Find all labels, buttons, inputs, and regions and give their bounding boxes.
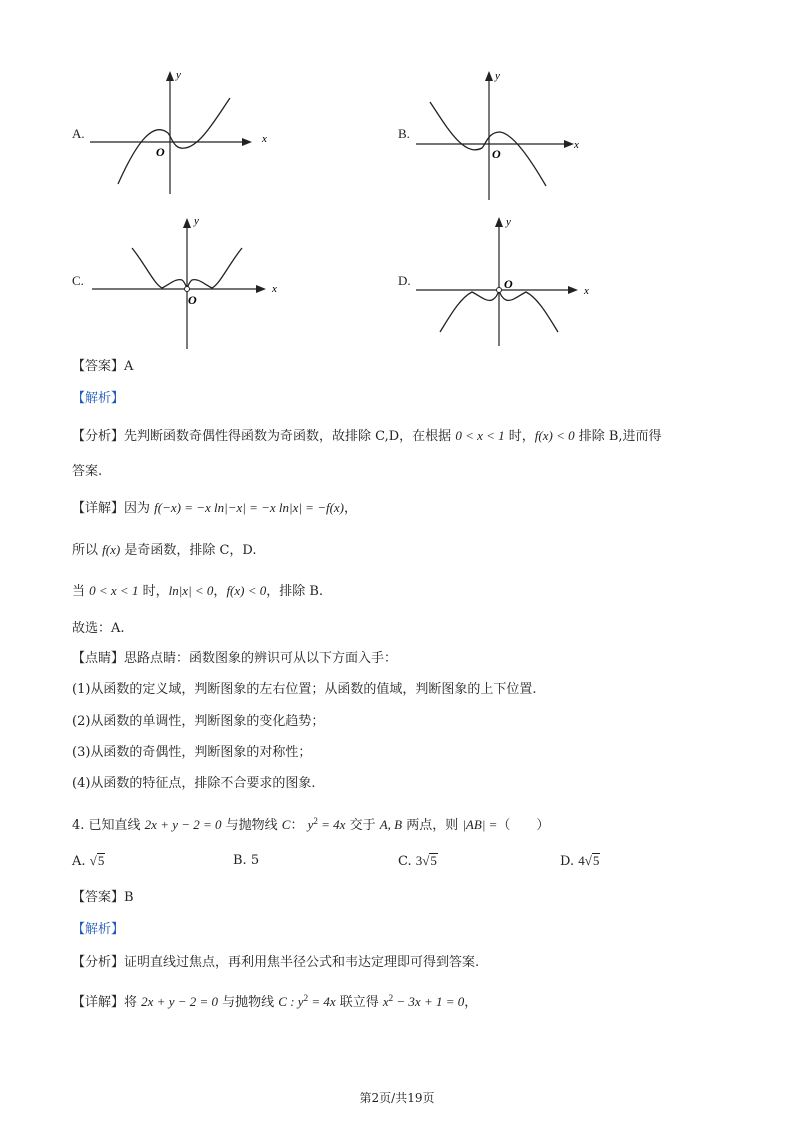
y-axis-letter: y (506, 216, 511, 228)
x-axis-letter: x (584, 285, 589, 297)
q4-xiangjie-c: C : y (278, 994, 304, 1009)
q4-xiangjie-1: 将 (124, 995, 142, 1010)
q4-stem-parabola-exp: 2 (313, 816, 318, 826)
q4-choice-d-label: D. (560, 854, 575, 869)
q4-stem-abs: |AB| = (462, 817, 498, 832)
q3-fenxi-text-3: 排除 B,进而得 (574, 429, 662, 444)
graph-d (414, 212, 599, 352)
q4-answer: 【答案】B (72, 890, 134, 905)
graph-c-svg (90, 212, 290, 352)
curve-c-right (187, 248, 242, 289)
q3-tip-4: (4)从函数的特征点，排除不合要求的图象. (72, 776, 316, 791)
graph-a-svg (90, 66, 275, 198)
q4-choice-d[interactable] (560, 852, 600, 871)
q3-odd-text-2: 是奇函数，排除 C，D. (120, 543, 257, 558)
graph-b (414, 66, 584, 204)
q4-stem-3: ： (290, 818, 308, 833)
q3-odd-line (72, 541, 257, 560)
q3-xiangjie-math: f(−x) = −x ln|−x| = −x ln|x| = −f(x) (154, 500, 345, 515)
q3-tip-2: (2)从函数的单调性，判断图象的变化趋势； (72, 714, 325, 729)
x-axis-arrow (242, 138, 252, 146)
q4-choice-c[interactable] (398, 852, 438, 871)
origin-letter: O (156, 145, 165, 159)
q4-xiangjie-eq-exp: 2 (388, 993, 394, 1003)
q4-stem-6: （ ） (497, 818, 550, 833)
option-a-label: A. (72, 126, 85, 141)
page-footer: 第2页/共19页 (359, 1091, 435, 1105)
y-axis-arrow (183, 218, 191, 228)
q3-fenxi-line2: 答案. (72, 464, 103, 479)
curve-d-right (499, 290, 558, 332)
y-axis-arrow (485, 71, 493, 81)
q4-choice-d-radicand: 5 (592, 853, 600, 868)
q4-stem-2: 与抛物线 (221, 818, 282, 833)
q4-choice-a-radicand: 5 (97, 853, 105, 868)
q4-choice-a-sqrt: √5 (89, 853, 105, 868)
q3-fenxi-tag: 【分析】 (72, 429, 125, 444)
graph-d-svg (414, 212, 599, 352)
curve-a (118, 98, 230, 184)
q3-xiangjie (72, 499, 357, 518)
q3-odd-text-1: 所以 (72, 543, 103, 558)
x-axis-letter: x (262, 133, 267, 145)
curve-c-left (132, 248, 187, 289)
q3-odd-fx: f(x) (102, 542, 121, 557)
q3-when-text-2: 时， (138, 584, 169, 599)
y-axis-letter: y (176, 69, 181, 81)
option-b-label: B. (398, 126, 410, 141)
q3-when-line (72, 582, 323, 601)
q4-xiangjie-3: 联立得 (335, 995, 383, 1010)
q3-fenxi-text-2: 时， (504, 429, 535, 444)
curve-d-left (440, 290, 499, 332)
q4-xiangjie-line: 2x + y − 2 = 0 (141, 994, 219, 1009)
q4-xiangjie-exp: 2 (303, 993, 309, 1003)
q3-when-text-1: 当 (72, 584, 90, 599)
q4-stem-ab: A, B (379, 817, 403, 832)
q3-when-text-4: ，排除 B. (266, 584, 324, 599)
q4-xiangjie-tag: 【详解】 (72, 995, 125, 1010)
y-axis-letter: y (495, 70, 500, 82)
x-axis-arrow (256, 285, 266, 293)
graph-c (90, 212, 290, 352)
x-axis-arrow (568, 286, 578, 294)
q4-stem-parabola-y: y (307, 817, 314, 832)
q4-stem-1: 4. 已知直线 (72, 818, 145, 833)
q4-stem-parabola-rhs: = 4x (317, 817, 346, 832)
q4-stem (72, 812, 549, 835)
q4-choice-c-label: C. (398, 854, 412, 869)
q3-when-text-3: ， (213, 584, 227, 599)
q3-answer-text: 【答案】A (72, 359, 134, 374)
q4-xiangjie (72, 989, 477, 1012)
q3-tip-1: (1)从函数的定义域，判断图象的左右位置；从函数的值域，判断图象的上下位置. (72, 682, 537, 697)
q3-when-ln: ln|x| < 0 (168, 583, 214, 598)
y-axis-arrow (166, 71, 174, 81)
q4-fenxi: 【分析】证明直线过焦点，再利用焦半径公式和韦达定理即可得到答案. (72, 955, 480, 970)
q3-fenxi-cond: 0 < x < 1 (455, 428, 505, 443)
q4-choice-d-sqrt: √5 (584, 853, 600, 868)
q3-dianjing: 【点睛】思路点睛：函数图象的辨识可从以下方面入手： (72, 651, 398, 666)
graph-a (90, 66, 275, 198)
y-axis-letter: y (194, 215, 199, 227)
q3-xiangjie-tag: 【详解】 (72, 501, 125, 516)
q3-fenxi-text-1: 先判断函数奇偶性得函数为奇函数，故排除 C,D，在根据 (124, 429, 456, 444)
q4-choice-a-label: A. (72, 854, 86, 869)
graph-b-svg (414, 66, 584, 204)
origin-letter: O (188, 293, 197, 307)
q4-xiangjie-rhs: = 4x (308, 994, 336, 1009)
q3-xiangjie-text-2: ， (344, 501, 358, 516)
q3-when-fx: f(x) < 0 (226, 583, 267, 598)
q3-when-cond: 0 < x < 1 (89, 583, 139, 598)
origin-hollow-point (185, 287, 190, 292)
q4-stem-4: 交于 (345, 818, 380, 833)
q4-xiangjie-4: ， (464, 995, 478, 1010)
q4-xiangjie-eq-rest: − 3x + 1 = 0 (393, 994, 465, 1009)
origin-letter: O (504, 277, 513, 291)
q4-choice-c-radicand: 5 (430, 853, 437, 868)
option-c-label: C. (72, 273, 84, 288)
q4-stem-line: 2x + y − 2 = 0 (144, 817, 222, 832)
q3-tip-3: (3)从函数的奇偶性，判断图象的对称性； (72, 745, 312, 760)
q3-answer (72, 358, 133, 376)
q4-choice-c-sqrt: √5 (422, 853, 437, 868)
x-axis-letter: x (574, 139, 579, 151)
q4-choice-c-coef: 3 (415, 853, 423, 868)
origin-hollow-point (497, 288, 502, 293)
y-axis-arrow (495, 217, 503, 227)
q4-choice-a[interactable] (72, 852, 105, 871)
q3-jiexi: 【解析】 (72, 391, 125, 406)
x-axis-arrow (564, 140, 574, 148)
q4-xiangjie-eq-x: x (382, 994, 389, 1009)
q3-fenxi (72, 427, 662, 446)
q3-xiangjie-text-1: 因为 (124, 501, 155, 516)
q3-choose: 故选：A. (72, 621, 125, 636)
origin-letter: O (492, 147, 501, 161)
option-d-label: D. (398, 273, 411, 288)
q4-choice-b[interactable]: B. 5 (233, 853, 260, 868)
q4-choice-d-coef: 4 (578, 853, 585, 868)
x-axis-letter: x (272, 283, 277, 295)
q4-jiexi: 【解析】 (72, 922, 125, 937)
q4-stem-c: C (281, 817, 291, 832)
q4-xiangjie-2: 与抛物线 (218, 995, 279, 1010)
q3-fenxi-fx: f(x) < 0 (534, 428, 575, 443)
q4-stem-5: 两点，则 (402, 818, 463, 833)
